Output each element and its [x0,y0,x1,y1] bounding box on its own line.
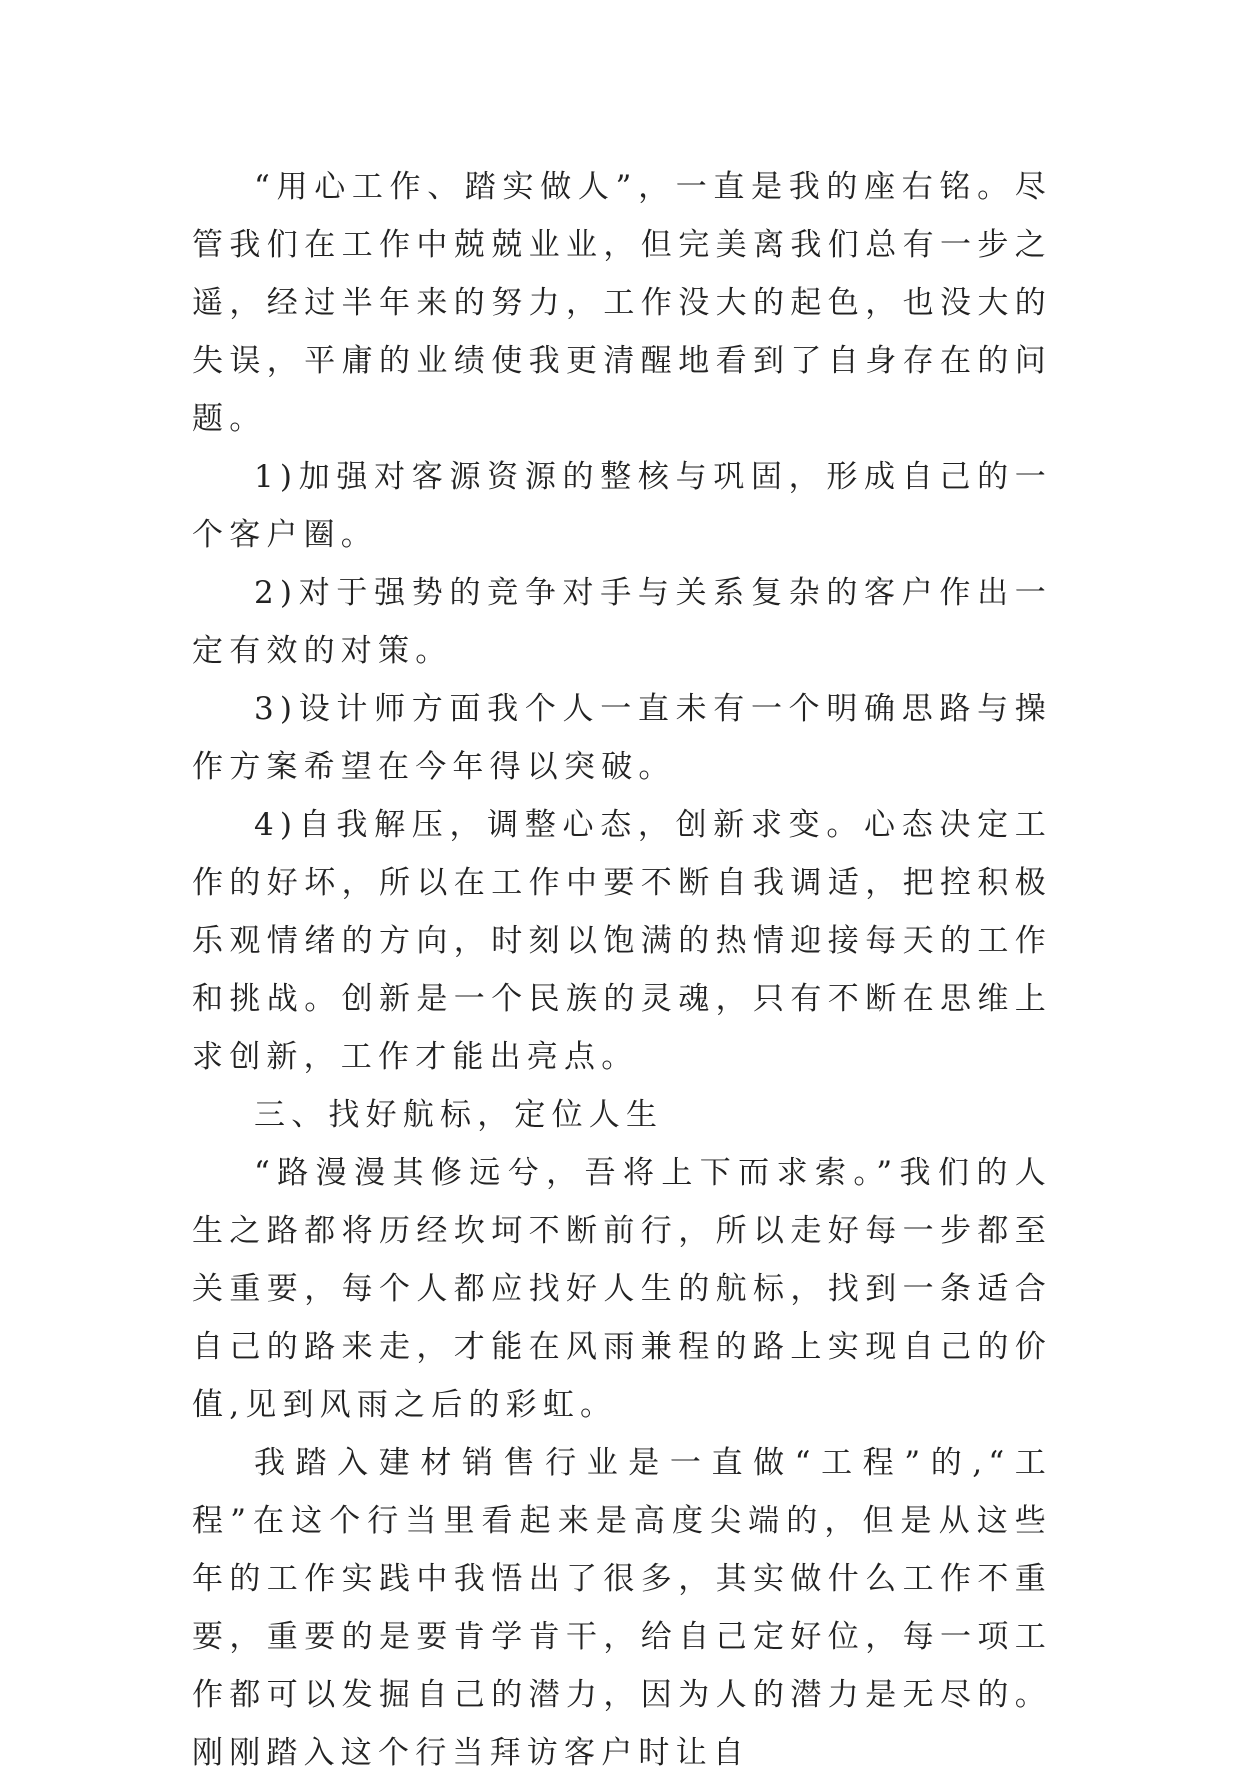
section-heading: 三、找好航标，定位人生 [254,1097,664,1133]
document-body [192,158,1052,1782]
paragraph-quote: “路漫漫其修远兮，吾将上下而求索。”我们的人生之路都将历经坎坷不断前行，所以走好每一步都至关重要，每个人都应找好人生的航标，找到一条适合自己的路来走，才能在风雨兼程的路上实现自己的价值,见到风雨之后的彩虹。 [192,1155,1052,1423]
paragraph-motto: “用心工作、踏实做人”，一直是我的座右铭。尽管我们在工作中兢兢业业，但完美离我们总有一步之遥，经过半年来的努力，工作没大的起色，也没大的失误，平庸的业绩使我更清醒地看到了自身存在的问题。 [192,169,1052,437]
paragraph-item-1: 1)加强对客源资源的整核与巩固，形成自己的一个客户圈。 [192,459,1052,553]
paragraph-career: 我踏入建材销售行业是一直做“工程”的,“工程”在这个行当里看起来是高度尖端的，但是从这些年的工作实践中我悟出了很多，其实做什么工作不重要，重要的是要肯学肯干，给自己定好位，每一项工作都可以发掘自己的潜力，因为人的潜力是无尽的。刚刚踏入这个行当拜访客户时让自 [192,1445,1052,1771]
paragraph-item-4: 4)自我解压，调整心态，创新求变。心态决定工作的好坏，所以在工作中要不断自我调适，把控积极乐观情绪的方向，时刻以饱满的热情迎接每天的工作和挑战。创新是一个民族的灵魂，只有不断在思维上求创新，工作才能出亮点。 [192,807,1052,1075]
paragraph-item-3: 3)设计师方面我个人一直未有一个明确思路与操作方案希望在今年得以突破。 [192,691,1052,785]
paragraph-item-2: 2)对于强势的竞争对手与关系复杂的客户作出一定有效的对策。 [192,575,1052,669]
